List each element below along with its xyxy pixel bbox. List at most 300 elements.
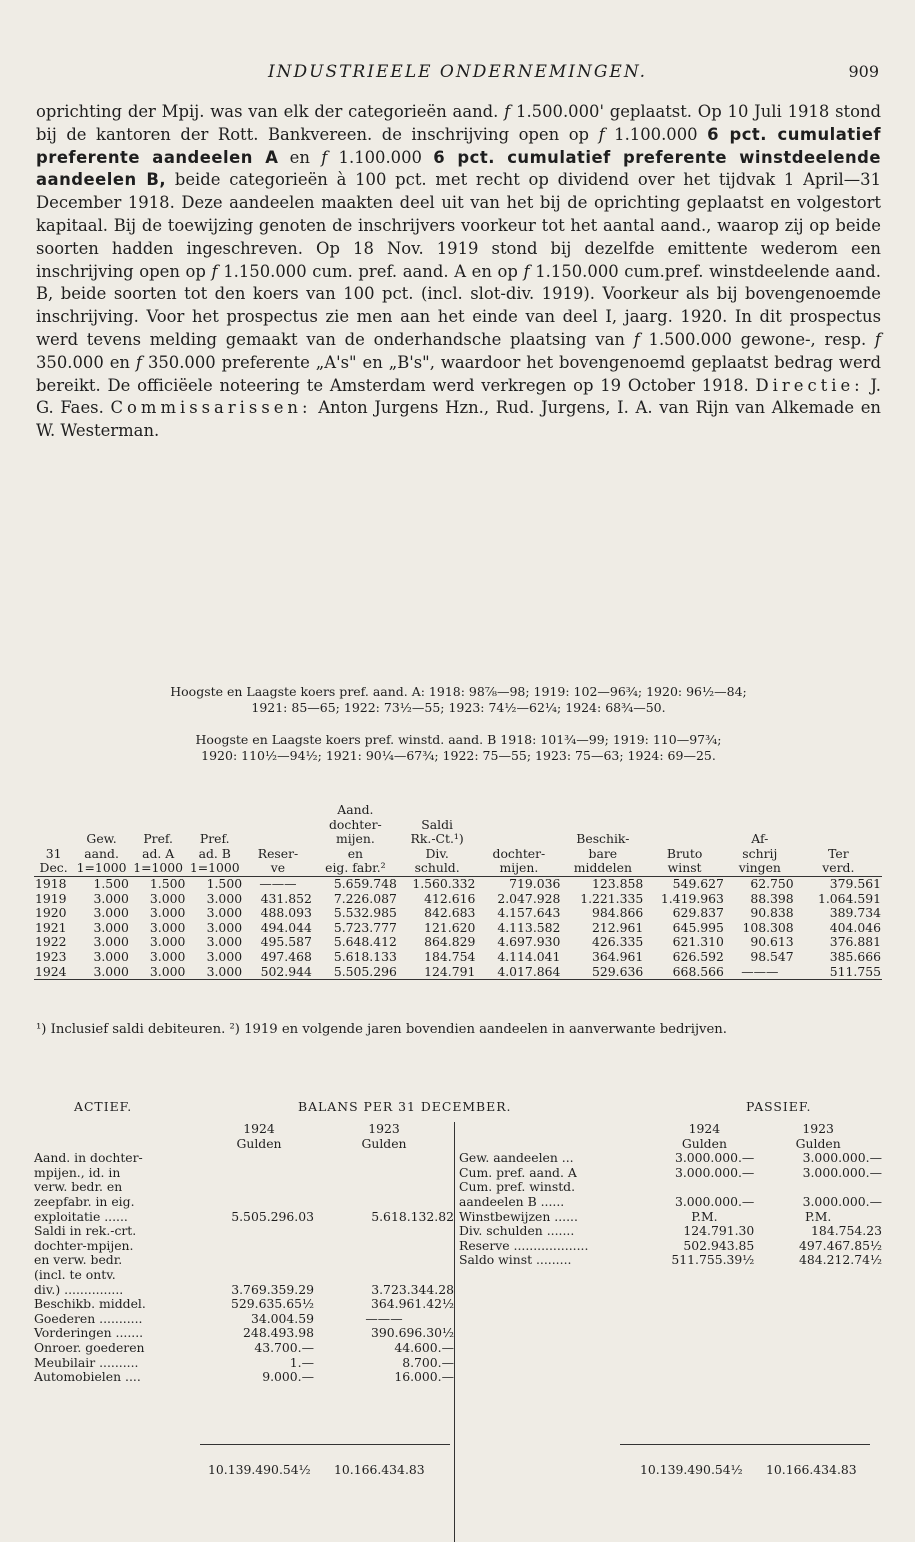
table-header-cell: Pref. xyxy=(199,831,230,847)
table-cell: 3.000 xyxy=(93,934,129,950)
balance-amount xyxy=(314,1224,454,1239)
balance-amount: 3.000.000.— xyxy=(674,1164,755,1180)
running-title: INDUSTRIEELE ONDERNEMINGEN. xyxy=(267,62,648,82)
table-header-cell: ve xyxy=(243,861,313,876)
table-cell: 3.000 xyxy=(93,948,129,964)
unit-header-row xyxy=(459,1137,882,1152)
table-header-cell xyxy=(73,818,130,833)
balance-label: dochter-mpijen. xyxy=(34,1237,134,1253)
table-cell: 98.547 xyxy=(750,948,794,964)
balance-label: verw. bedr. en xyxy=(34,1179,123,1195)
company-description-paragraph xyxy=(36,101,881,443)
balance-amount xyxy=(204,1253,314,1268)
table-header-cell xyxy=(186,818,243,833)
table-cell: 511.755 xyxy=(795,965,882,980)
table-cell: 3.000 xyxy=(93,890,129,906)
balance-amount xyxy=(314,1268,454,1283)
table-header-cell: 1=1000 xyxy=(73,861,130,876)
table-cell: 502.944 xyxy=(243,965,313,980)
table-cell: 364.961 xyxy=(592,948,644,964)
table-header-cell: verd. xyxy=(795,861,882,876)
table-header-cell: eig. fabr.² xyxy=(313,861,398,876)
table-cell: 90.838 xyxy=(750,905,794,921)
balance-amount: 184.754.23 xyxy=(811,1223,882,1239)
table-cell: 4.017.864 xyxy=(476,965,561,980)
table-cell: 4.157.643 xyxy=(497,905,561,921)
table-cell: 621.310 xyxy=(672,934,724,950)
table-header-cell xyxy=(795,832,882,847)
balance-amount: 8.700.— xyxy=(402,1354,454,1370)
table-header-cell xyxy=(795,803,882,818)
balance-label: (incl. te ontv. xyxy=(34,1266,116,1282)
balance-heading xyxy=(34,1100,882,1118)
balance-row xyxy=(34,1283,454,1298)
total-rule xyxy=(200,1444,450,1445)
balance-amount: 34.004.59 xyxy=(250,1310,314,1326)
table-header-cell xyxy=(130,803,186,818)
table-header-row xyxy=(34,861,882,876)
table-header-cell xyxy=(476,803,561,818)
page-header xyxy=(0,60,915,90)
table-header-cell: Beschik- xyxy=(576,831,630,847)
table-cell: 412.616 xyxy=(424,890,476,906)
year-header-row xyxy=(459,1122,882,1137)
table-cell: 668.566 xyxy=(644,965,725,980)
balance-amount: 9.000.— xyxy=(262,1369,314,1385)
table-header-cell: schrij xyxy=(742,845,778,861)
table-header-cell: 1=1000 xyxy=(130,861,186,876)
balance-amount: 502.943.85 xyxy=(683,1237,755,1253)
balance-label: Meubilair .......... xyxy=(34,1354,139,1370)
financial-table xyxy=(34,803,882,980)
table-header-cell xyxy=(644,803,725,818)
table-cell: 7.226.087 xyxy=(333,890,397,906)
table-header-cell xyxy=(34,803,73,818)
balance-row xyxy=(34,1239,454,1254)
table-header-cell: winst xyxy=(644,861,725,876)
balance-amount: 5.618.132.82 xyxy=(371,1208,454,1224)
table-cell: 3.000 xyxy=(149,934,186,950)
table-cell: 3.000 xyxy=(149,890,186,906)
balance-amount xyxy=(204,1166,314,1181)
balance-label: Winstbewijzen ...... xyxy=(459,1208,578,1224)
table-cell: 629.837 xyxy=(672,905,724,921)
table-cell: 488.093 xyxy=(260,905,312,921)
balance-amount xyxy=(314,1195,454,1210)
balance-row xyxy=(34,1297,454,1312)
table-header-cell: Aand. xyxy=(337,802,374,817)
table-row xyxy=(34,965,882,980)
balance-row xyxy=(459,1239,882,1254)
koers-b-line: Hoogste en Laagste koers pref. winstd. aand. B 1918: 101¾—99; 1919: 110—97¾; xyxy=(195,732,722,747)
table-header-cell: mijen. xyxy=(476,861,561,876)
balance-row xyxy=(34,1151,454,1166)
table-row xyxy=(34,906,882,921)
actief-column xyxy=(34,1122,454,1385)
table-row xyxy=(34,876,882,891)
balance-label: Reserve ................... xyxy=(459,1237,589,1253)
balance-row xyxy=(459,1151,882,1166)
koers-b-line: 1920: 110½—94½; 1921: 90¼—67¾; 1922: 75—55; 1923: 75—63; 1924: 69—25. xyxy=(201,748,716,763)
table-cell: 184.754 xyxy=(424,948,476,964)
table-header-cell xyxy=(476,818,561,833)
florin-sign: f xyxy=(211,261,218,281)
table-cell: 2.047.928 xyxy=(497,890,561,906)
table-header-cell: Div. xyxy=(425,845,449,861)
table-header-cell: Saldi xyxy=(421,816,453,832)
table-cell: 1.500 xyxy=(206,875,243,891)
table-cell: 426.335 xyxy=(592,934,644,950)
balance-amount xyxy=(204,1268,314,1283)
text-run: 1.500.000 gewone-, resp. xyxy=(639,329,875,349)
balance-label: Vorderingen ....... xyxy=(34,1325,144,1341)
table-cell: 497.468 xyxy=(260,948,312,964)
balance-amount: P.M. xyxy=(691,1208,718,1224)
balance-amount xyxy=(314,1166,454,1181)
table-cell: 5.532.985 xyxy=(333,905,397,921)
table-cell: 1.500 xyxy=(93,875,129,891)
table-cell: 5.618.133 xyxy=(333,948,397,964)
table-header-cell: Gew. xyxy=(86,831,117,847)
text-run: 1.100.000 xyxy=(604,124,708,144)
table-cell: 3.000 xyxy=(206,948,243,964)
balance-amount xyxy=(204,1195,314,1210)
actief-heading: ACTIEF. xyxy=(74,1099,133,1114)
florin-sign: f xyxy=(135,352,142,372)
table-cell: 1923 xyxy=(35,948,67,964)
balance-amount: 43.700.— xyxy=(254,1339,314,1355)
table-cell: 404.046 xyxy=(829,919,881,935)
table-cell: 1921 xyxy=(35,919,67,935)
actief-total-1923: 10.166.434.83 xyxy=(334,1462,425,1477)
balance-amount: 3.000.000.— xyxy=(802,1193,882,1209)
table-cell: 1922 xyxy=(35,934,67,950)
text-run: J. G. Faes. xyxy=(36,375,881,418)
balance-amount: 1.— xyxy=(289,1354,314,1370)
balance-amount: 16.000.— xyxy=(394,1369,454,1385)
table-cell: 1924 xyxy=(34,965,73,980)
table-cell: 379.561 xyxy=(829,875,881,891)
table-cell: 1.221.335 xyxy=(580,890,644,906)
table-cell: 5.723.777 xyxy=(333,919,397,935)
table-header-cell xyxy=(398,803,476,818)
page-number: 909 xyxy=(848,62,879,81)
table-cell: 3.000 xyxy=(206,919,243,935)
passief-heading: PASSIEF. xyxy=(746,1099,812,1114)
table-header-cell xyxy=(644,832,725,847)
text-run: oprichting der Mpij. was van elk der categorieën aand. xyxy=(36,102,505,121)
table-header-cell xyxy=(725,818,795,833)
table-cell: 4.697.930 xyxy=(497,934,561,950)
balance-row xyxy=(34,1326,454,1341)
table-header-cell: aand. xyxy=(84,845,119,861)
table-header-row xyxy=(34,818,882,833)
table-cell: 1919 xyxy=(35,890,67,906)
florin-sign: f xyxy=(504,102,511,121)
total-rule xyxy=(620,1444,870,1445)
table-cell: 123.858 xyxy=(592,875,644,891)
table-cell: 1918 xyxy=(35,875,67,891)
balance-label: zeepfabr. in eig. xyxy=(34,1193,135,1209)
table-cell: 494.044 xyxy=(260,919,312,935)
table-cell: 495.587 xyxy=(260,934,312,950)
directie-label: Directie: xyxy=(755,375,864,395)
balance-row xyxy=(34,1210,454,1225)
table-cell: 1920 xyxy=(35,905,67,921)
balance-amount xyxy=(654,1180,754,1195)
balance-amount: 511.755.39½ xyxy=(671,1252,755,1268)
florin-sign: f xyxy=(321,147,328,167)
table-cell: 108.308 xyxy=(742,919,794,935)
balance-label: Cum. pref. winstd. xyxy=(459,1179,576,1195)
year-label: 1924 xyxy=(243,1121,275,1136)
table-row xyxy=(34,892,882,907)
unit-label: Gulden xyxy=(361,1135,407,1151)
balance-amount xyxy=(314,1180,454,1195)
table-header-cell: Rk.-Ct.¹) xyxy=(410,831,464,847)
table-header-cell xyxy=(476,832,561,847)
table-footnote: ¹) Inclusief saldi debiteuren. ²) 1919 en volgende jaren bovendien aandeelen in aanverwante bedrijven. xyxy=(36,1022,727,1037)
balance-label: en verw. bedr. xyxy=(34,1252,123,1268)
balance-row xyxy=(34,1253,454,1268)
balance-label: Saldo winst ......... xyxy=(459,1252,572,1268)
table-cell: 385.666 xyxy=(829,948,881,964)
table-header-cell: schuld. xyxy=(398,861,476,876)
table-header-cell: dochter- xyxy=(329,816,382,832)
table-cell: 389.734 xyxy=(829,905,881,921)
balance-label: Automobielen .... xyxy=(34,1369,141,1385)
table-header-cell: en xyxy=(347,845,364,861)
balance-amount xyxy=(314,1151,454,1166)
table-header-cell xyxy=(34,818,73,833)
table-cell: 3.000 xyxy=(186,965,243,980)
table-cell: 719.036 xyxy=(509,875,561,891)
year-label: 1923 xyxy=(802,1121,834,1136)
balance-amount: 3.723.344.28 xyxy=(371,1281,454,1297)
table-cell: 4.114.041 xyxy=(497,948,561,964)
balance-label: aandeelen B ...... xyxy=(459,1193,565,1209)
table-header-row xyxy=(34,847,882,862)
table-cell: 3.000 xyxy=(206,890,243,906)
balance-row xyxy=(34,1312,454,1327)
table-cell: 431.852 xyxy=(260,890,312,906)
table-header-cell: Dec. xyxy=(34,861,73,876)
koers-a-line: Hoogste en Laagste koers pref. aand. A: 1918: 98⅞—98; 1919: 102—96¾; 1920: 96½—84; xyxy=(170,684,747,699)
table-header-cell: Ter xyxy=(828,845,849,861)
table-cell: 3.000 xyxy=(149,919,186,935)
table-header-cell xyxy=(725,803,795,818)
table-cell: 3.000 xyxy=(149,948,186,964)
florin-sign: f xyxy=(598,124,605,144)
commissarissen-label: Commissarissen: xyxy=(110,398,312,418)
balance-amount xyxy=(204,1239,314,1254)
unit-header-row xyxy=(34,1137,454,1152)
balance-amount: 44.600.— xyxy=(394,1339,454,1355)
table-header-cell: Bruto xyxy=(666,845,703,861)
balance-amount: 3.769.359.29 xyxy=(231,1281,314,1297)
table-header-cell: Reser- xyxy=(257,845,299,861)
balance-label: div.) ............... xyxy=(34,1281,124,1297)
balance-amount xyxy=(204,1180,314,1195)
balance-row xyxy=(459,1224,882,1239)
table-cell: 88.398 xyxy=(750,890,794,906)
unit-label: Gulden xyxy=(795,1135,841,1151)
balance-amount xyxy=(204,1224,314,1239)
table-cell: 3.000 xyxy=(206,905,243,921)
table-cell: 5.659.748 xyxy=(333,875,397,891)
balance-amount: 3.000.000.— xyxy=(674,1193,755,1209)
balance-amount: 529.635.65½ xyxy=(231,1296,314,1312)
table-header-cell xyxy=(130,818,186,833)
emphasis-text: 6 pct. cumulatief preferente winstdeelende aandeelen B, xyxy=(36,147,881,190)
text-run: 1.100.000 xyxy=(327,147,434,167)
table-cell: 5.648.412 xyxy=(333,934,397,950)
balance-label: Goederen ........... xyxy=(34,1310,143,1326)
table-cell: 3.000 xyxy=(73,965,130,980)
balance-row xyxy=(459,1253,882,1268)
balance-amount: P.M. xyxy=(804,1208,832,1224)
table-cell: 626.592 xyxy=(672,948,724,964)
balance-label: mpijen., id. in xyxy=(34,1164,121,1180)
table-cell: 1.064.591 xyxy=(817,890,881,906)
text-run: 1.500.000' geplaatst. Op 10 Juli 1918 stond bij de kantoren der Rott. Bankvereen. de inschrijving open op xyxy=(36,102,881,144)
balance-label: Div. schulden ....... xyxy=(459,1223,575,1239)
year-header-row xyxy=(34,1122,454,1137)
table-cell: 3.000 xyxy=(149,905,186,921)
balance-amount xyxy=(314,1253,454,1268)
table-cell: 62.750 xyxy=(750,875,794,891)
table-header-row xyxy=(34,803,882,818)
balance-amount: ——— xyxy=(365,1310,403,1326)
table-cell: 1.560.332 xyxy=(412,875,476,891)
balance-row xyxy=(459,1180,882,1195)
table-header-cell: 31 xyxy=(45,845,62,861)
florin-sign: f xyxy=(633,329,640,349)
balance-title: BALANS PER 31 DECEMBER. xyxy=(298,1099,512,1114)
table-cell: 121.620 xyxy=(424,919,476,935)
table-header-cell: vingen xyxy=(725,861,795,876)
balance-amount: 5.505.296.03 xyxy=(231,1208,314,1224)
table-header-cell: middelen xyxy=(561,861,644,876)
table-header-cell: ad. A xyxy=(142,845,175,861)
balance-row xyxy=(34,1370,454,1385)
balance-amount: 390.696.30½ xyxy=(371,1325,454,1341)
balance-amount: 248.493.98 xyxy=(243,1325,314,1341)
balance-row xyxy=(34,1356,454,1371)
balance-row xyxy=(34,1195,454,1210)
table-header-cell: bare xyxy=(588,845,618,861)
balance-label: exploitatie ...... xyxy=(34,1208,128,1224)
balance-amount xyxy=(204,1151,314,1166)
table-cell: ——— xyxy=(259,875,297,891)
table-header-cell: 1=1000 xyxy=(186,861,243,876)
balance-amount: 3.000.000.— xyxy=(674,1150,755,1166)
table-cell: 376.881 xyxy=(829,934,881,950)
table-cell: 3.000 xyxy=(93,919,129,935)
table-header-cell xyxy=(561,818,644,833)
balance-row xyxy=(34,1224,454,1239)
balance-label: Aand. in dochter- xyxy=(34,1150,143,1166)
passief-total-1923: 10.166.434.83 xyxy=(766,1462,857,1477)
table-header-cell: Af- xyxy=(751,831,769,847)
balance-row xyxy=(459,1195,882,1210)
table-cell: 645.995 xyxy=(672,919,724,935)
year-label: 1923 xyxy=(368,1121,400,1136)
balance-label: Saldi in rek.-crt. xyxy=(34,1223,137,1239)
text-run: 1.150.000 cum. pref. aand. A en op xyxy=(217,261,524,281)
table-header-cell xyxy=(644,818,725,833)
table-header-cell xyxy=(186,803,243,818)
balance-row xyxy=(34,1268,454,1283)
table-cell: 4.113.582 xyxy=(497,919,561,935)
balance-label: Gew. aandeelen ... xyxy=(459,1150,574,1166)
balance-sheet xyxy=(34,1099,882,1385)
table-cell: 549.627 xyxy=(672,875,724,891)
year-label: 1924 xyxy=(688,1121,721,1136)
table-header-cell xyxy=(243,803,313,818)
emphasis-text: 6 pct. cumulatief preferente aandeelen A xyxy=(36,124,882,167)
table-header-cell xyxy=(561,803,644,818)
table-row xyxy=(34,935,882,950)
table-header-cell: ad. B xyxy=(198,845,231,861)
table-cell: 1.419.963 xyxy=(660,890,724,906)
balance-row xyxy=(34,1166,454,1181)
table-cell: 984.866 xyxy=(592,905,644,921)
table-header-row xyxy=(34,832,882,847)
text-run: Anton Jurgens Hzn., Rud. Jurgens, I. A. van Rijn van Alkemade en W. Westerman. xyxy=(36,398,881,441)
unit-label: Gulden xyxy=(236,1135,282,1151)
balance-label: Cum. pref. aand. A xyxy=(459,1164,577,1180)
table-header-cell xyxy=(795,818,882,833)
actief-total-1924: 10.139.490.54½ xyxy=(208,1462,311,1477)
balance-amount xyxy=(314,1239,454,1254)
table-cell: 529.636 xyxy=(561,965,644,980)
table-header-cell xyxy=(243,832,313,847)
koers-b-block xyxy=(36,732,881,764)
koers-a-block xyxy=(36,684,881,716)
text-run: 350.000 en xyxy=(36,352,136,372)
text-run: 1.150.000 cum.pref. winstdeelende aand. B, beide soorten tot den koers van 100 pct. (incl. slot-div. 1919). Voorkeur als bij bovengenoemde inschrijving. Voor het prospectus zie men aan het einde van deel I, jaarg. 1920. In dit prospectus werd tevens melding gemaakt van de onderhandsche plaatsing van xyxy=(36,261,881,349)
unit-label: Gulden xyxy=(681,1135,727,1151)
balance-amount: 3.000.000.— xyxy=(802,1164,882,1180)
table-cell: 3.000 xyxy=(93,905,129,921)
table-row xyxy=(34,950,882,965)
table-cell: 1.500 xyxy=(149,875,186,891)
text-run: beide categorieën à 100 pct. met recht op dividend over het tijdvak 1 April—31 December 1918. Deze aandeelen maakten deel uit van het bij de oprichting geplaatst en volgestort kapitaal. Bij de toewijzing genoten de inschrijvers voorkeur tot het aantal aand., waarop zij op beide soorten hadden ingeschreven. Op 18 Nov. 1919 stond bij dezelfde emittente wederom een inschrijving open op xyxy=(36,170,881,281)
table-cell: 842.683 xyxy=(424,905,476,921)
balance-row xyxy=(459,1210,882,1225)
balance-row xyxy=(34,1180,454,1195)
balance-label: Beschikb. middel. xyxy=(34,1296,146,1312)
balance-amount: 3.000.000.— xyxy=(802,1150,882,1166)
balance-amount: 484.212.74½ xyxy=(799,1252,882,1268)
table-header-cell xyxy=(34,832,73,847)
text-run: en xyxy=(278,147,322,167)
table-row xyxy=(34,921,882,936)
table-cell: ——— xyxy=(725,965,795,980)
balance-row xyxy=(459,1166,882,1181)
balance-label: Onroer. goederen xyxy=(34,1339,145,1355)
table-cell: 5.505.296 xyxy=(313,965,398,980)
table-cell: 3.000 xyxy=(206,934,243,950)
koers-a-line: 1921: 85—65; 1922: 73½—55; 1923: 74½—62¼; 1924: 68¾—50. xyxy=(251,700,666,715)
table-header-cell: Pref. xyxy=(143,831,173,847)
text-run: 350.000 preferente „A's" en „B's", waardoor het bovengenoemd geplaatst bedrag werd bereikt. De officiëele noteering te Amsterdam werd verkregen op 19 October 1918. xyxy=(36,352,881,395)
table-cell: 90.613 xyxy=(750,934,794,950)
table-cell: 124.791 xyxy=(398,965,476,980)
florin-sign: f xyxy=(874,329,881,349)
table-header-cell: dochter- xyxy=(492,845,546,861)
